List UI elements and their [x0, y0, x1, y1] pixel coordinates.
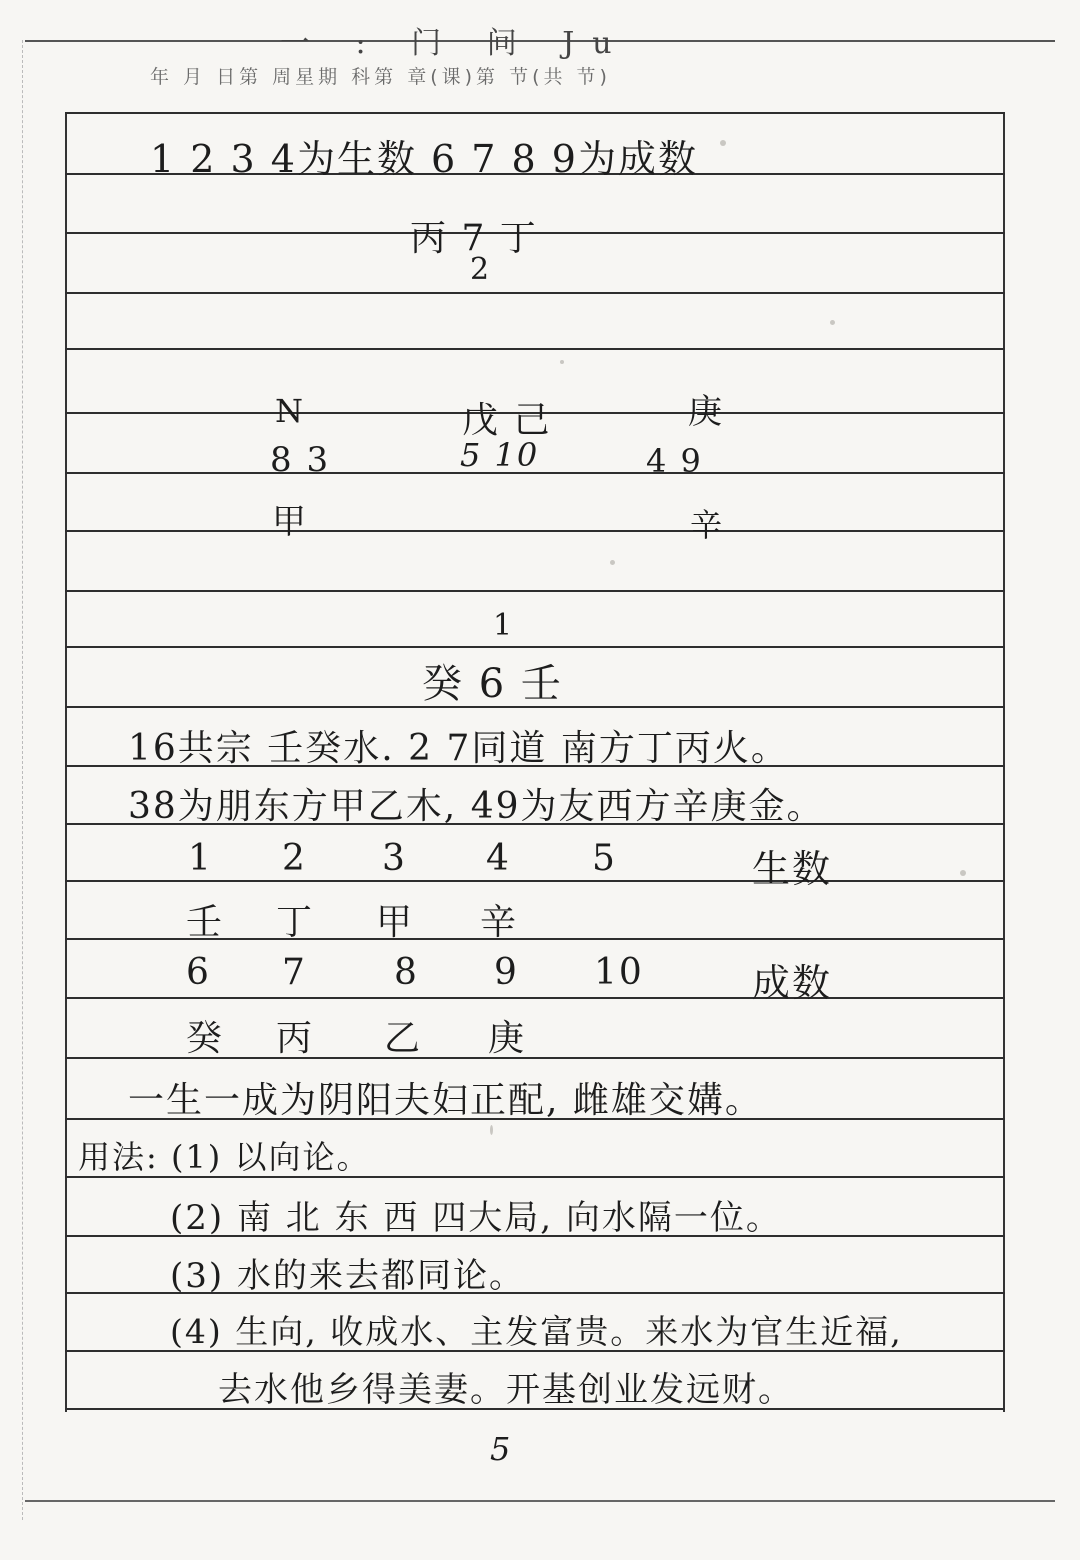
ruled-line: [65, 348, 1005, 350]
ruled-line: [65, 646, 1005, 648]
top-scribble: 一 : 门 问 Ju: [280, 26, 630, 61]
cheng-stem-4: 庚: [488, 1018, 527, 1059]
east-bottom-stem: 甲: [272, 502, 308, 542]
sheng-label: 生数: [752, 847, 833, 891]
ruled-line: [65, 292, 1005, 294]
sheng-stem-2: 丁: [276, 902, 315, 943]
south-number: 2: [470, 252, 492, 287]
scan-speck: [610, 560, 615, 565]
form-header: 年 月 日第 周星期 科第 章(课)第 节(共 节): [150, 66, 611, 88]
west-bottom-stem: 辛: [690, 506, 725, 544]
scan-speck: [490, 1125, 493, 1135]
north-number: 1: [493, 608, 515, 643]
ruled-line: [65, 112, 1005, 114]
west-top-stem: 庚: [688, 392, 724, 432]
sheng-num-2: 2: [282, 838, 307, 879]
sheng-num-5: 5: [592, 838, 617, 879]
usage-line-3: (3) 水的来去都同论。: [170, 1256, 525, 1296]
sheng-num-4: 4: [486, 838, 511, 879]
west-numbers: 4 9: [646, 442, 703, 480]
sheng-stem-3: 甲: [376, 902, 415, 943]
east-top-label: N: [275, 392, 305, 430]
line-sheng-cheng-numbers: 1 2 3 4为生数 6 7 8 9为成数: [150, 137, 698, 181]
binding-margin: [0, 40, 23, 1520]
ruled-line: [65, 997, 1005, 999]
cheng-num-10: 10: [594, 952, 644, 993]
north-stems: 癸 6 壬: [422, 661, 563, 707]
sheng-num-3: 3: [382, 838, 407, 879]
ruled-line: [65, 880, 1005, 882]
ruled-line: [65, 590, 1005, 592]
right-border: [1003, 112, 1005, 1412]
rule-line-2: 38为朋东方甲乙木, 49为友西方辛庚金。: [128, 786, 825, 827]
scan-speck: [560, 360, 564, 364]
page-number: 5: [490, 1430, 511, 1468]
cheng-num-6: 6: [186, 952, 211, 993]
sheng-stem-4: 辛: [480, 902, 519, 943]
usage-line-1: 用法: (1) 以向论。: [78, 1138, 371, 1176]
bottom-rule: [25, 1500, 1055, 1502]
left-border: [65, 112, 67, 1412]
center-stems: 戊 己: [462, 400, 552, 441]
ruled-line: [65, 530, 1005, 532]
sheng-stem-1: 壬: [186, 902, 225, 943]
usage-line-4: (4) 生向, 收成水、主发富贵。来水为官生近福,: [170, 1312, 903, 1351]
usage-line-5: 去水他乡得美妻。开基创业发远财。: [218, 1370, 794, 1410]
rule-line-1: 16共宗 壬癸水. 2 7同道 南方丁丙火。: [128, 728, 789, 769]
sheng-num-1: 1: [188, 838, 213, 879]
scan-speck: [960, 870, 966, 876]
cheng-stem-2: 丙: [276, 1018, 315, 1059]
east-numbers: 8 3: [270, 440, 331, 480]
cheng-stem-1: 癸: [186, 1018, 225, 1059]
cheng-num-7: 7: [282, 952, 307, 993]
usage-line-2: (2) 南 北 东 西 四大局, 向水隔一位。: [170, 1198, 782, 1238]
center-numbers: 5 10: [460, 436, 540, 474]
scan-speck: [830, 320, 835, 325]
rule-line-3: 一生一成为阴阳夫妇正配, 雌雄交媾。: [128, 1080, 763, 1121]
scan-speck: [720, 140, 726, 146]
cheng-stem-3: 乙: [384, 1018, 423, 1059]
cheng-label: 成数: [752, 961, 833, 1005]
cheng-num-9: 9: [494, 952, 519, 993]
south-stems: 丙 7 丁: [410, 218, 538, 259]
cheng-num-8: 8: [394, 952, 419, 993]
